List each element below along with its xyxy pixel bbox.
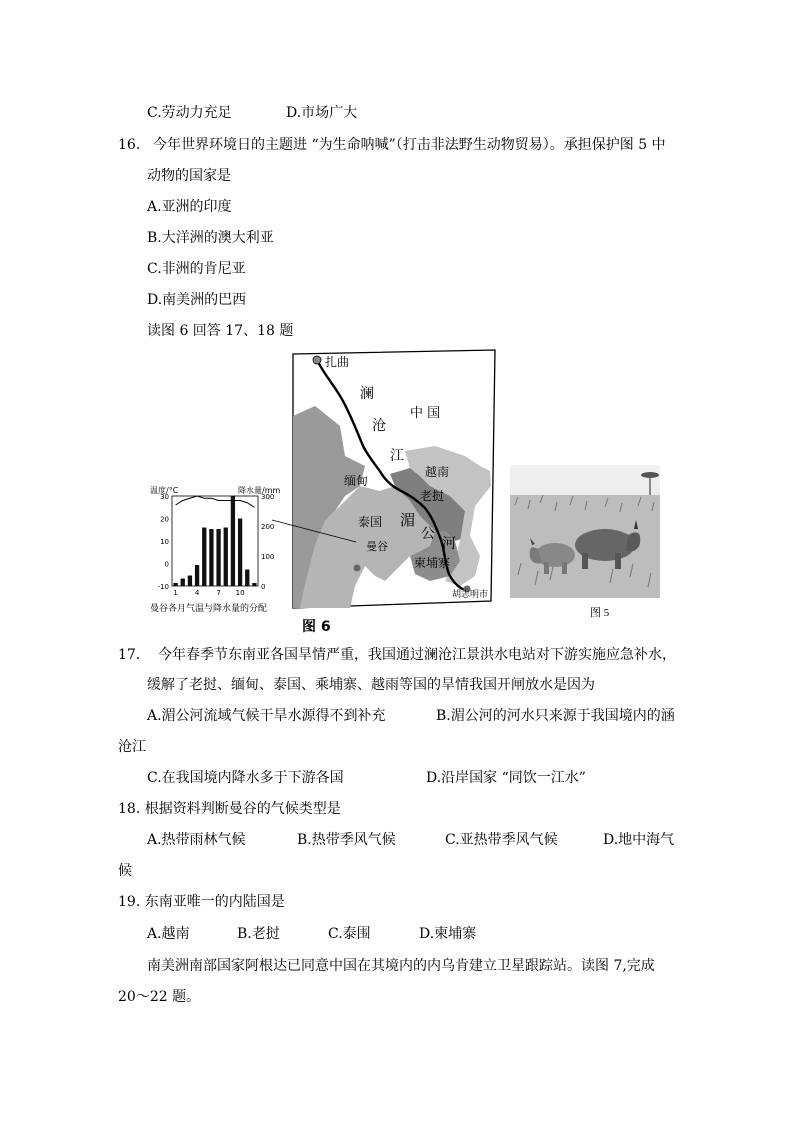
label-laos: 老挝 — [420, 489, 445, 503]
q17-stem-cont: 缓解了老挝、缅甸、泰国、乘埔寨、越雨等国的旱情我国开闸放水是因为 — [147, 677, 595, 693]
q15-option-d: D.市场广大 — [286, 105, 358, 121]
q20-intro-cont: 20～22 题。 — [118, 989, 201, 1005]
q17-option-b-cont: 沧江 — [118, 739, 146, 755]
q19-option-c: C.泰围 — [328, 926, 371, 942]
q18-option-c: C.亚热带季风气候 — [445, 832, 558, 848]
q17-number: 17. — [118, 647, 141, 663]
chart-left-axis-label: 温度/°C — [150, 486, 179, 495]
q17-option-b: B.湄公河的河水只来源于我国境内的涵 — [436, 708, 675, 724]
right-tick-label: 200 — [261, 523, 275, 531]
label-zhaqu: 扎曲 — [325, 355, 350, 369]
bangkok-marker — [354, 565, 361, 572]
x-tick-label: 1 — [173, 589, 178, 597]
chart-caption: 曼谷各月气温与降水量的分配 — [150, 604, 268, 614]
left-tick-label: 30 — [160, 493, 169, 501]
q17-option-a: A.湄公河流域气候干旱水源得不到补充 — [147, 708, 386, 724]
label-china: 中 国 — [410, 406, 441, 421]
q15-option-c: C.劳动力充足 — [147, 105, 232, 121]
q19-option-a: A.越南 — [147, 926, 190, 942]
precip-bar — [209, 529, 213, 586]
fig6-caption: 图 6 — [302, 619, 331, 635]
temperature-line — [176, 496, 255, 507]
x-tick-label: 4 — [194, 589, 200, 597]
q16-option-b: B.大洋洲的澳大利亚 — [147, 230, 274, 246]
left-tick-label: -10 — [157, 583, 169, 591]
q18-option-b: B.热带季风气候 — [297, 832, 396, 848]
label-hcm: 胡志明市 — [452, 590, 489, 600]
q18-option-a: A.热带雨林气候 — [147, 832, 246, 848]
rhino-photo — [510, 465, 660, 598]
label-lan: 澜 — [360, 386, 374, 402]
label-cambodia: 柬埔寨 — [414, 556, 451, 570]
left-tick-label: 10 — [160, 538, 169, 546]
q18-option-d: D.地中海气 — [603, 832, 675, 848]
right-tick-label: 0 — [261, 583, 266, 591]
left-tick-label: 0 — [164, 560, 169, 569]
precip-bar — [202, 528, 206, 587]
x-tick-label: 10 — [235, 589, 245, 597]
q19-stem: 19. 东南亚唯一的内陆国是 — [118, 894, 285, 910]
q16-option-d: D.南美洲的巴西 — [147, 292, 247, 308]
precip-bar — [195, 565, 199, 586]
label-mei: 湄 — [400, 511, 416, 529]
label-thailand: 泰国 — [358, 515, 383, 529]
q16-stem: 今年世界环境日的主题进 “为生命呐喊”（打击非法野生动物贸易）。承担保护图 5 中 — [153, 137, 666, 153]
left-tick-label: 20 — [160, 515, 169, 524]
chart-right-axis-label: 降水量/mm — [238, 486, 281, 495]
zhaqu-marker — [313, 356, 321, 364]
right-tick-label: 100 — [261, 553, 275, 561]
q20-intro: 南美洲南部国家阿根达已同意中国在其境内的内乌肯建立卫星跟踪站。读图 7,完成 — [147, 958, 655, 974]
read-fig6-instruction: 读图 6 回答 17、18 题 — [147, 323, 294, 339]
q18-stem: 18. 根据资料判断曼谷的气候类型是 — [118, 801, 341, 817]
q16-option-a: A.亚洲的印度 — [147, 199, 232, 215]
label-gong: 公 — [421, 526, 435, 542]
q18-option-d-cont: 候 — [118, 863, 132, 879]
q16-stem-cont: 动物的国家是 — [147, 168, 231, 184]
precip-bar — [173, 583, 177, 586]
q16-number: 16. — [118, 137, 141, 153]
x-tick-label: 7 — [216, 589, 221, 597]
precip-bar — [216, 529, 220, 586]
chart-connector — [270, 518, 370, 548]
precip-bar — [252, 583, 256, 586]
label-bangkok: 曼谷 — [366, 540, 388, 553]
label-vietnam: 越南 — [425, 465, 450, 479]
label-myanmar: 缅甸 — [344, 474, 369, 488]
precip-bar — [181, 579, 185, 587]
precip-bar — [238, 519, 242, 587]
precip-bar — [224, 528, 228, 587]
q17-option-c: C.在我国境内降水多于下游各国 — [147, 770, 344, 786]
q17-option-d: D.沿岸国家 “同饮一江水” — [426, 770, 586, 786]
q16-option-c: C.非洲的肯尼亚 — [147, 261, 246, 277]
right-tick-label: 300 — [261, 493, 275, 501]
label-cang: 沧 — [372, 418, 386, 434]
bangkok-climate-chart — [150, 490, 280, 605]
label-jiang: 江 — [390, 448, 404, 464]
q19-option-b: B.老挝 — [237, 926, 280, 942]
q17-stem: 今年春季节东南亚各国旱情严重，我国通过澜沧江景洪水电站对下游实施应急补水， — [158, 647, 676, 663]
label-he: 河 — [442, 536, 456, 552]
fig5-caption: 图 5 — [590, 607, 610, 619]
precip-bar — [245, 570, 249, 587]
q19-option-d: D.柬埔寨 — [419, 926, 477, 942]
precip-bar — [188, 576, 192, 587]
precip-bar — [231, 496, 235, 586]
